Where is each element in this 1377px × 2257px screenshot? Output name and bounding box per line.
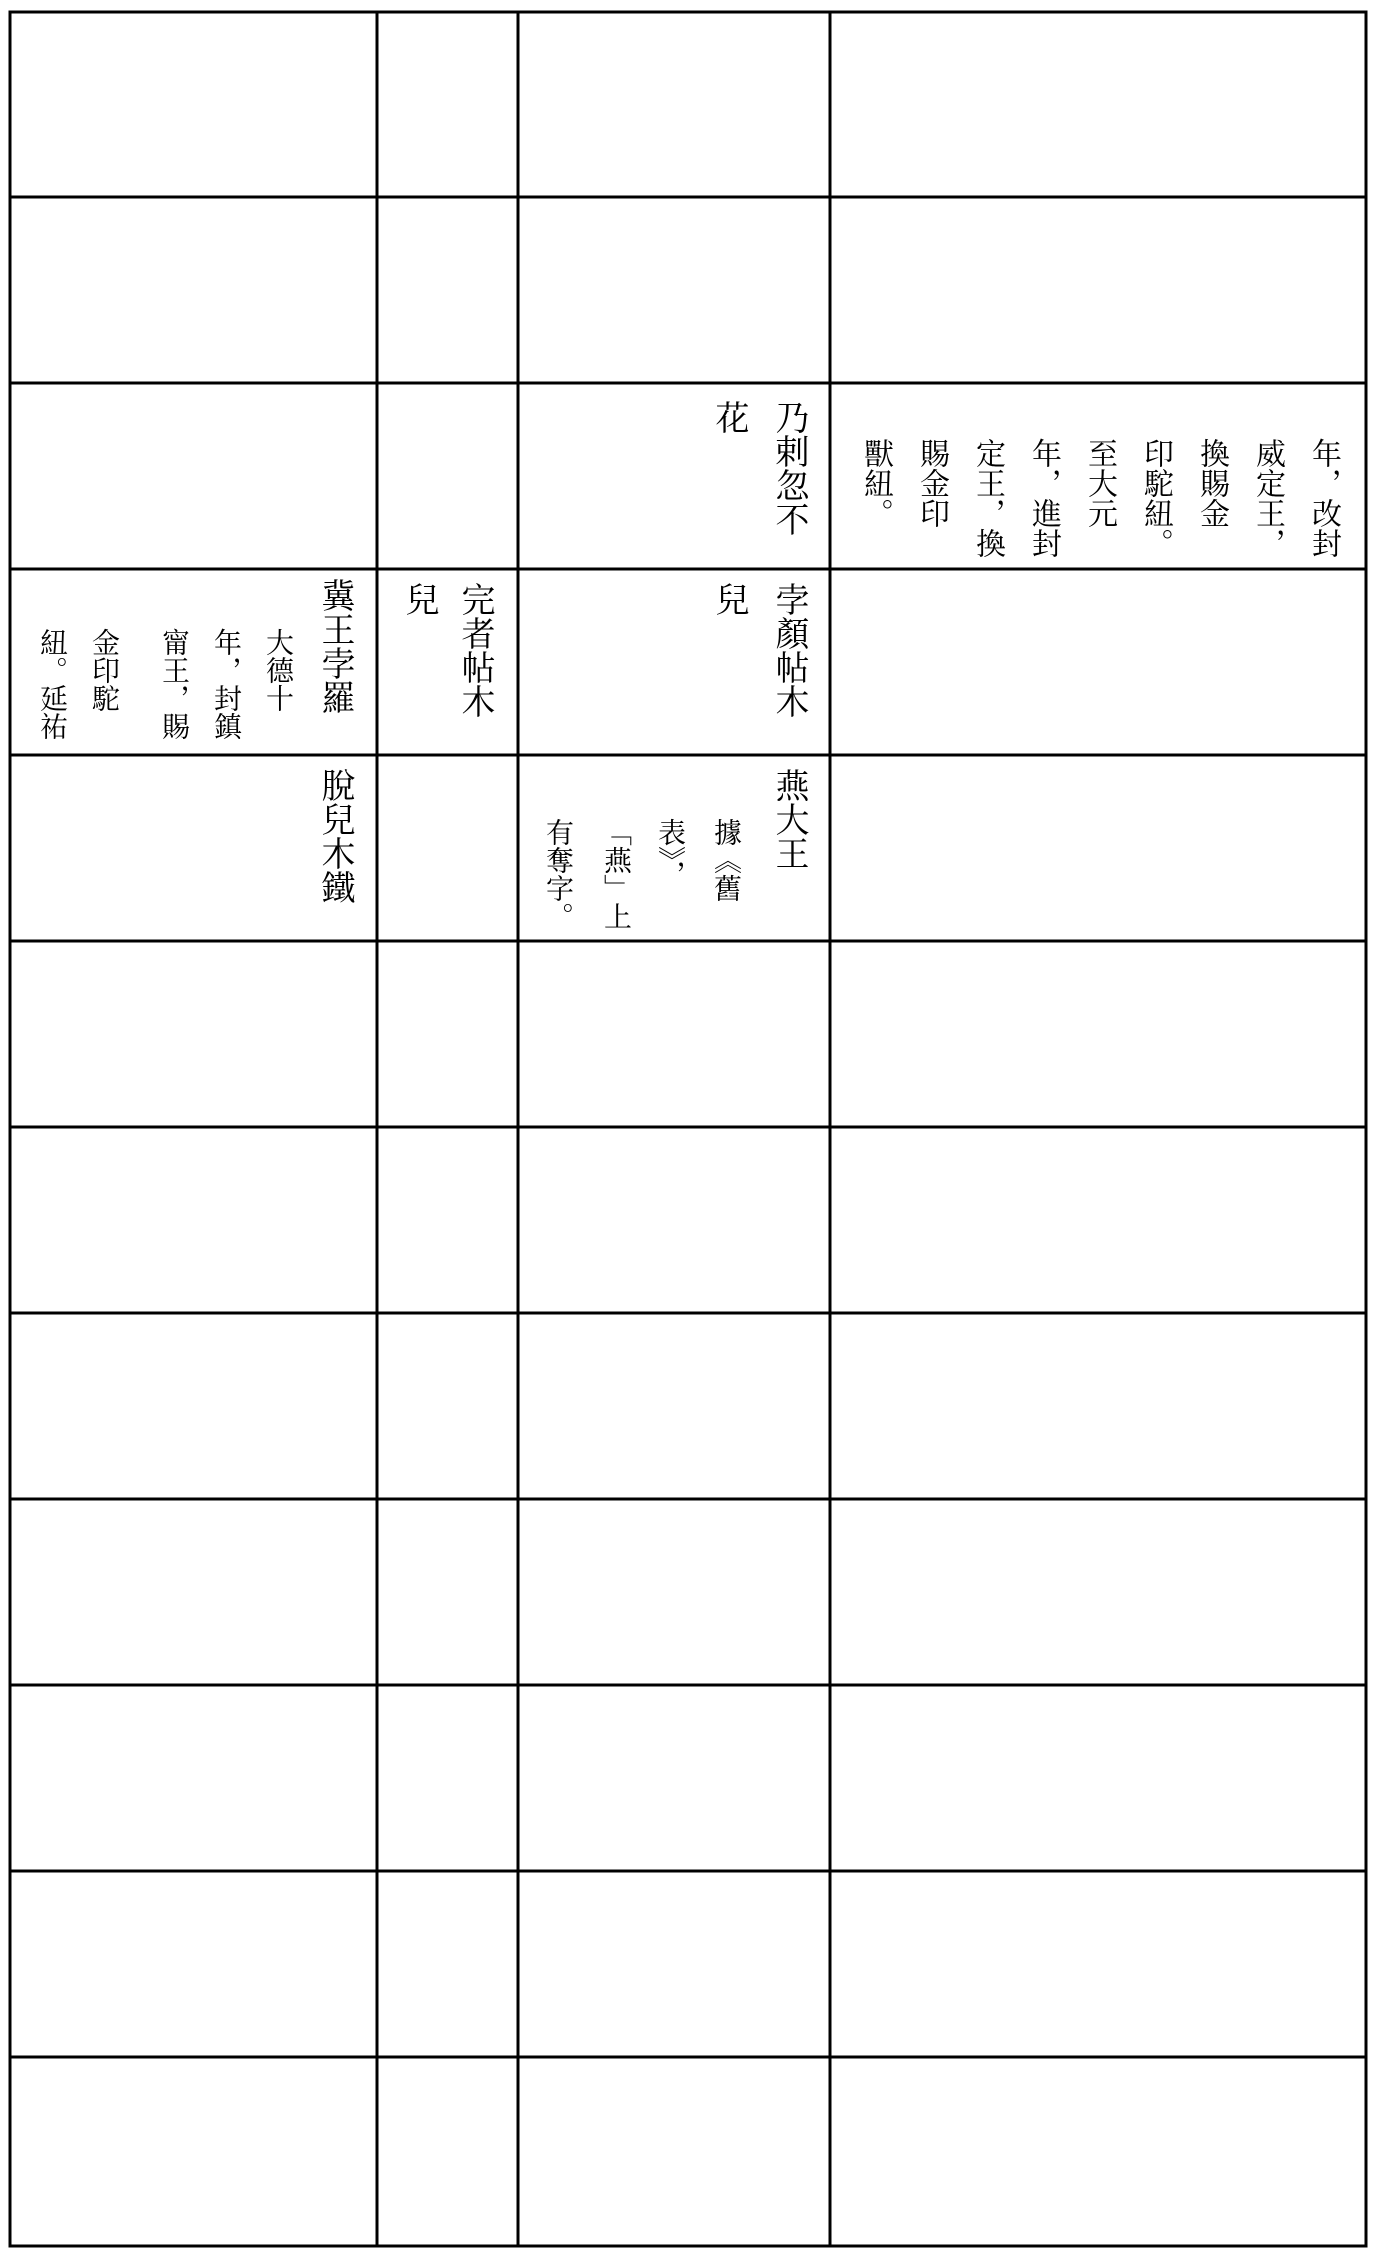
row4-col1-note-line2: 年，封鎮 [210,628,243,740]
row4-col1-note-line5: 紐。延祐 [36,628,69,740]
row3-col3-title-line2: 花 [709,400,749,434]
row5-col3-note-line2: 表》， [654,818,687,888]
row5-col1-title: 脫兒木鐵 [315,768,355,904]
row3-col3-title-line1: 乃剌忽不 [769,400,809,536]
row3-col4-note-line2: 威定王， [1250,438,1285,558]
row4-col1-note-line1: 大德十 [262,628,295,712]
row4-col1-note-line4: 金印駝 [88,628,121,712]
row4-col2-line1: 完者帖木 [455,582,495,718]
row3-col4-note-line1: 年，改封 [1306,438,1341,558]
row4-col3-title-line2: 兒 [709,582,749,616]
row5-col3-note-line1: 據《舊 [710,818,743,902]
row3-col4-note-line4: 印駝紐。 [1138,438,1173,558]
row4-col2-line2: 兒 [399,582,439,616]
row3-col4-note-line9: 獸紐。 [858,438,893,528]
row3-col4-note-line8: 賜金印 [914,438,949,528]
row3-col4-note-line7: 定王，換 [970,438,1005,558]
row5-col3-note-line4: 有奪字。 [542,818,575,930]
row3-col4-note-line3: 換賜金 [1194,438,1229,528]
row4-col1-note-line3: 甯王，賜 [158,628,191,740]
row5-col3-note-line3: 「燕」上 [600,818,633,930]
row3-col4-note-line6: 年，進封 [1026,438,1061,558]
row5-col3-title: 燕大王 [769,768,809,870]
row3-col4-note-line5: 至大元 [1082,438,1117,528]
row4-col1-title: 冀王孛羅 [315,578,355,714]
row4-col3-title-line1: 孛顏帖木 [769,582,809,718]
